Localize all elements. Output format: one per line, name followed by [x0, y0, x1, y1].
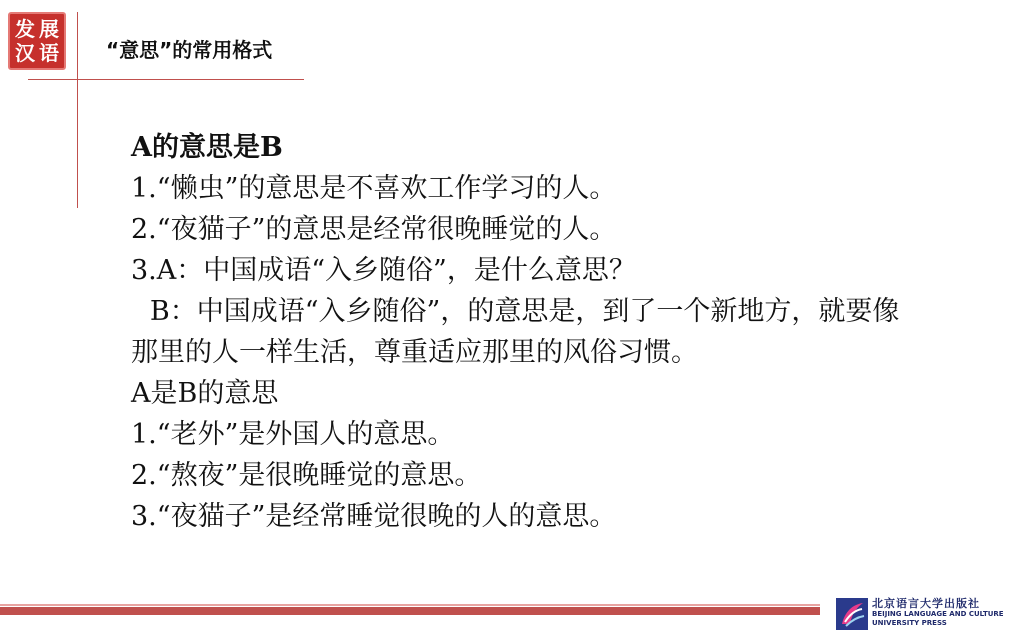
example-item: 1.“懒虫”的意思是不喜欢工作学习的人。	[131, 173, 617, 204]
pattern-heading-1: A的意思是B	[131, 132, 283, 163]
publisher-name-en-1: BEIJING LANGUAGE AND CULTURE	[872, 610, 1004, 618]
logo-char: 汉	[15, 41, 35, 65]
pattern-heading-2: A是B的意思	[131, 378, 279, 409]
slide-title: “意思”的常用格式	[106, 38, 273, 62]
example-item: 2.“夜猫子”的意思是经常很晚睡觉的人。	[131, 214, 617, 245]
logo-char: 发	[15, 17, 35, 41]
course-logo	[8, 12, 66, 70]
publisher-name-cn: 北京语言大学出版社	[872, 597, 980, 610]
example-item: 1.“老外”是外国人的意思。	[131, 419, 455, 450]
publisher-name	[872, 597, 1022, 628]
logo-char: 展	[39, 17, 59, 41]
footer-bar-thin	[0, 604, 820, 606]
logo-char: 语	[39, 41, 59, 65]
slide-content	[131, 127, 931, 537]
decorative-vertical-line	[77, 12, 78, 208]
publisher-name-en-2: UNIVERSITY PRESS	[872, 619, 947, 627]
example-item: 3.A：中国成语“入乡随俗”，是什么意思？	[131, 255, 636, 286]
footer-bar	[0, 607, 820, 615]
example-answer: B：中国成语“入乡随俗”，的意思是，到了一个新地方，就要像那里的人一样生活，尊重适应那里的风俗习惯。	[131, 296, 900, 368]
publisher-logo-icon	[836, 598, 868, 630]
decorative-horizontal-line	[28, 79, 304, 80]
example-item: 2.“熬夜”是很晚睡觉的意思。	[131, 460, 482, 491]
example-item: 3.“夜猫子”是经常睡觉很晚的人的意思。	[131, 501, 617, 532]
